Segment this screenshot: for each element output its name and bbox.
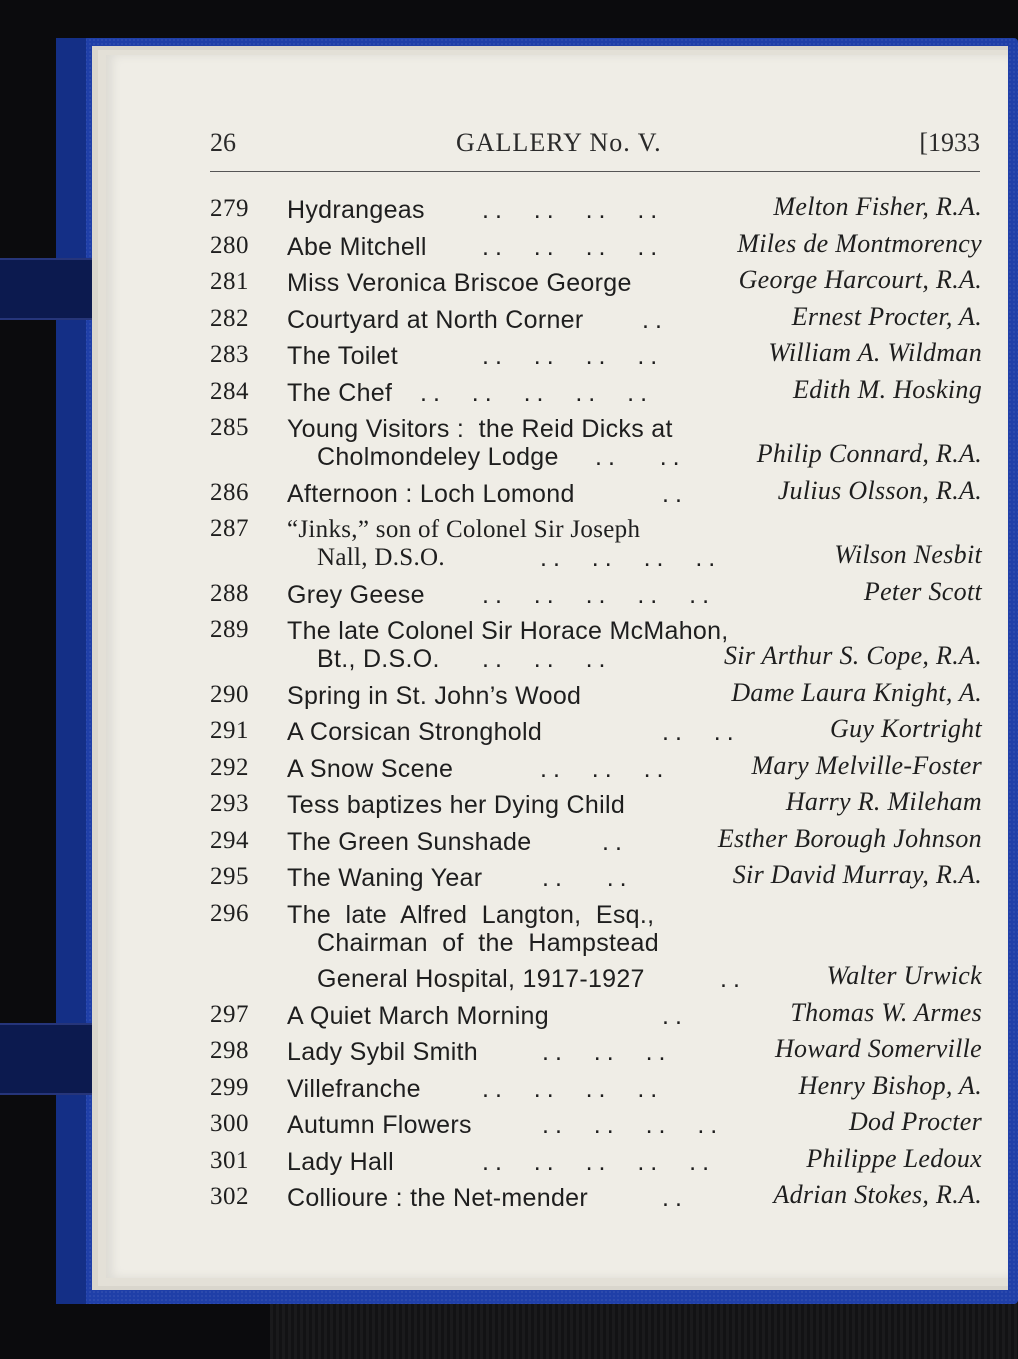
entry-line bbox=[210, 959, 982, 996]
entry-line bbox=[210, 510, 982, 543]
entry-title: Afternoon : Loch Lomond bbox=[287, 479, 575, 508]
artist-name: George Harcourt, R.A. bbox=[738, 265, 982, 294]
catalogue-entry bbox=[210, 409, 982, 474]
entry-title: Young Visitors : the Reid Dicks at bbox=[287, 415, 673, 443]
leader-dots: .. bbox=[642, 305, 668, 334]
entry-title: Tess baptizes her Dying Child bbox=[287, 791, 626, 819]
artist-name: Sir David Murray, R.A. bbox=[732, 860, 982, 889]
entry-title: The late Colonel Sir Horace McMahon, bbox=[287, 617, 729, 645]
entry-title: A Quiet March Morning bbox=[287, 1001, 549, 1030]
entry-line bbox=[210, 822, 982, 859]
leader-dots: .. .. .. .. .. bbox=[420, 378, 654, 407]
entry-title: The Chef bbox=[287, 378, 393, 407]
catalogue-entry bbox=[210, 227, 982, 264]
leader-dots: .. .. .. .. bbox=[540, 544, 722, 572]
catalogue-entry bbox=[210, 1142, 982, 1179]
entry-line bbox=[210, 1142, 982, 1179]
artist-name: William A. Wildman bbox=[768, 338, 982, 367]
artist-name: Dame Laura Knight, A. bbox=[731, 677, 982, 707]
entry-title: The Toilet bbox=[287, 342, 398, 370]
entry-line bbox=[210, 227, 982, 264]
leader-dots: .. .. .. .. .. bbox=[482, 580, 716, 609]
entry-number: 281 bbox=[210, 268, 249, 295]
entry-number: 279 bbox=[210, 195, 249, 222]
entry-number: 285 bbox=[210, 414, 249, 441]
entry-title: Spring in St. John’s Wood bbox=[287, 681, 582, 710]
leader-dots: .. .. .. bbox=[482, 645, 612, 673]
entry-title: “Jinks,” son of Colonel Sir Joseph bbox=[287, 516, 641, 543]
entry-number: 298 bbox=[210, 1037, 249, 1064]
entry-title: A Snow Scene bbox=[287, 754, 454, 783]
gallery-title: GALLERY No. V. bbox=[456, 128, 662, 157]
leader-dots: .. bbox=[662, 1184, 688, 1212]
leader-dots: .. bbox=[720, 965, 746, 993]
entry-number: 296 bbox=[210, 899, 249, 927]
catalogue-entry bbox=[210, 510, 982, 575]
entry-number: 288 bbox=[210, 579, 249, 607]
entry-number: 291 bbox=[210, 717, 249, 744]
entry-line bbox=[210, 373, 982, 410]
catalogue-entry bbox=[210, 336, 982, 373]
entry-title: Villefranche bbox=[287, 1074, 421, 1103]
entry-line bbox=[210, 1069, 982, 1106]
leader-dots: .. bbox=[662, 479, 688, 508]
artist-name: Guy Kortright bbox=[830, 714, 982, 743]
catalogue-entries bbox=[210, 190, 982, 1215]
entry-line bbox=[210, 858, 982, 895]
entry-line bbox=[210, 611, 982, 645]
leader-dots: .. .. .. .. .. bbox=[482, 1147, 716, 1176]
entry-number: 295 bbox=[210, 863, 249, 890]
catalogue-entry bbox=[210, 1105, 982, 1142]
entry-line bbox=[210, 575, 982, 612]
entry-line bbox=[210, 1032, 982, 1069]
leader-dots: .. .. .. .. bbox=[542, 1111, 724, 1139]
book-tab-lower bbox=[0, 1023, 92, 1095]
leader-dots: .. .. .. .. bbox=[482, 232, 664, 261]
entry-title: Lady Hall bbox=[287, 1147, 394, 1176]
entry-line bbox=[210, 749, 982, 786]
artist-name: Philippe Ledoux bbox=[806, 1143, 982, 1173]
entry-line bbox=[210, 895, 982, 929]
artist-name: Melton Fisher, R.A. bbox=[773, 192, 982, 221]
leader-dots: .. .. bbox=[542, 864, 633, 892]
entry-line bbox=[210, 336, 982, 373]
entry-line bbox=[210, 676, 982, 713]
entry-number: 282 bbox=[210, 304, 249, 332]
entry-title: Bt., D.S.O. bbox=[317, 645, 440, 673]
catalogue-entry bbox=[210, 1069, 982, 1106]
entry-line bbox=[210, 409, 982, 443]
leader-dots: .. .. .. bbox=[540, 754, 670, 783]
entry-number: 284 bbox=[210, 377, 249, 405]
entry-title: The Green Sunshade bbox=[287, 827, 532, 856]
artist-name: Philip Connard, R.A. bbox=[756, 439, 982, 468]
entry-number: 299 bbox=[210, 1073, 249, 1101]
artist-name: Harry R. Mileham bbox=[785, 787, 982, 816]
artist-name: Edith M. Hosking bbox=[793, 374, 982, 404]
catalogue-entry bbox=[210, 749, 982, 786]
entry-title: The Waning Year bbox=[287, 864, 483, 892]
entry-number: 294 bbox=[210, 826, 249, 854]
catalogue-entry bbox=[210, 1032, 982, 1069]
leader-dots: .. .. bbox=[595, 443, 686, 471]
header-rule bbox=[210, 171, 980, 172]
floor-texture bbox=[270, 1300, 1018, 1359]
catalogue-entry bbox=[210, 895, 982, 996]
artist-name: Esther Borough Johnson bbox=[717, 823, 982, 853]
entry-line bbox=[210, 1105, 982, 1142]
artist-name: Mary Melville-Foster bbox=[751, 750, 982, 780]
entry-number: 302 bbox=[210, 1183, 249, 1210]
entry-number: 301 bbox=[210, 1146, 249, 1174]
entry-line bbox=[210, 785, 982, 822]
catalogue-entry bbox=[210, 190, 982, 227]
entry-line bbox=[210, 923, 982, 960]
artist-name: Sir Arthur S. Cope, R.A. bbox=[723, 641, 982, 670]
entry-line bbox=[210, 263, 982, 300]
artist-name: Adrian Stokes, R.A. bbox=[773, 1180, 982, 1209]
catalogue-entry bbox=[210, 1178, 982, 1215]
catalogue-entry bbox=[210, 996, 982, 1033]
entry-title: Abe Mitchell bbox=[287, 232, 427, 261]
entry-title: A Corsican Stronghold bbox=[287, 718, 543, 746]
book-spine-edge bbox=[56, 38, 86, 1304]
leader-dots: .. .. .. .. bbox=[482, 342, 664, 370]
entry-title: Nall, D.S.O. bbox=[317, 544, 445, 571]
entry-number: 290 bbox=[210, 680, 249, 708]
artist-name: Ernest Procter, A. bbox=[791, 301, 982, 331]
leader-dots: .. bbox=[662, 1001, 688, 1030]
catalogue-entry bbox=[210, 712, 982, 749]
artist-name: Julius Olsson, R.A. bbox=[777, 475, 982, 505]
entry-number: 300 bbox=[210, 1110, 249, 1137]
catalogue-entry bbox=[210, 676, 982, 713]
entry-number: 287 bbox=[210, 515, 249, 542]
leader-dots: .. .. bbox=[662, 718, 740, 746]
entry-number: 280 bbox=[210, 231, 249, 259]
book-tab-upper bbox=[0, 258, 92, 320]
leader-dots: .. .. .. .. bbox=[482, 196, 664, 224]
page-number: 26 bbox=[210, 128, 236, 157]
year-label: [1933 bbox=[919, 128, 980, 157]
artist-name: Walter Urwick bbox=[826, 961, 982, 990]
entry-title: Chairman of the Hampstead bbox=[317, 928, 659, 957]
entry-title: Autumn Flowers bbox=[287, 1111, 472, 1139]
entry-title: Cholmondeley Lodge bbox=[317, 443, 559, 471]
entry-number: 283 bbox=[210, 341, 249, 368]
catalogue-entry bbox=[210, 263, 982, 300]
artist-name: Dod Procter bbox=[848, 1107, 982, 1136]
catalogue-entry bbox=[210, 575, 982, 612]
entry-title: Grey Geese bbox=[287, 580, 425, 609]
entry-number: 286 bbox=[210, 478, 249, 506]
entry-title: Courtyard at North Corner bbox=[287, 305, 584, 334]
catalogue-entry bbox=[210, 373, 982, 410]
artist-name: Peter Scott bbox=[863, 576, 982, 606]
entry-title: Miss Veronica Briscoe George bbox=[287, 269, 632, 297]
artist-name: Henry Bishop, A. bbox=[798, 1070, 982, 1100]
artist-name: Thomas W. Armes bbox=[790, 997, 982, 1027]
catalogue-entry bbox=[210, 300, 982, 337]
entry-number: 289 bbox=[210, 616, 249, 643]
leader-dots: .. .. .. .. bbox=[482, 1074, 664, 1103]
entry-line bbox=[210, 1178, 982, 1215]
page-header bbox=[210, 128, 980, 164]
entry-line bbox=[210, 538, 982, 575]
leader-dots: .. .. .. bbox=[542, 1038, 672, 1066]
catalogue-entry bbox=[210, 785, 982, 822]
artist-name: Howard Somerville bbox=[774, 1034, 982, 1063]
catalogue-entry bbox=[210, 822, 982, 859]
entry-title: General Hospital, 1917-1927 bbox=[317, 965, 645, 993]
entry-title: Lady Sybil Smith bbox=[287, 1038, 478, 1066]
entry-line bbox=[210, 712, 982, 749]
entry-line bbox=[210, 996, 982, 1033]
catalogue-entry bbox=[210, 611, 982, 676]
entry-line bbox=[210, 437, 982, 474]
leader-dots: .. bbox=[602, 827, 628, 856]
entry-line bbox=[210, 300, 982, 337]
catalogue-entry bbox=[210, 474, 982, 511]
entry-number: 292 bbox=[210, 753, 249, 781]
artist-name: Wilson Nesbit bbox=[834, 540, 982, 569]
artist-name: Miles de Montmorency bbox=[737, 228, 982, 258]
entry-number: 297 bbox=[210, 1000, 249, 1028]
entry-line bbox=[210, 474, 982, 511]
entry-number: 293 bbox=[210, 790, 249, 817]
entry-line bbox=[210, 639, 982, 676]
entry-title: Hydrangeas bbox=[287, 196, 425, 224]
catalogue-entry bbox=[210, 858, 982, 895]
entry-line bbox=[210, 190, 982, 227]
entry-title: Collioure : the Net-mender bbox=[287, 1184, 588, 1212]
entry-title: The late Alfred Langton, Esq., bbox=[287, 900, 655, 929]
